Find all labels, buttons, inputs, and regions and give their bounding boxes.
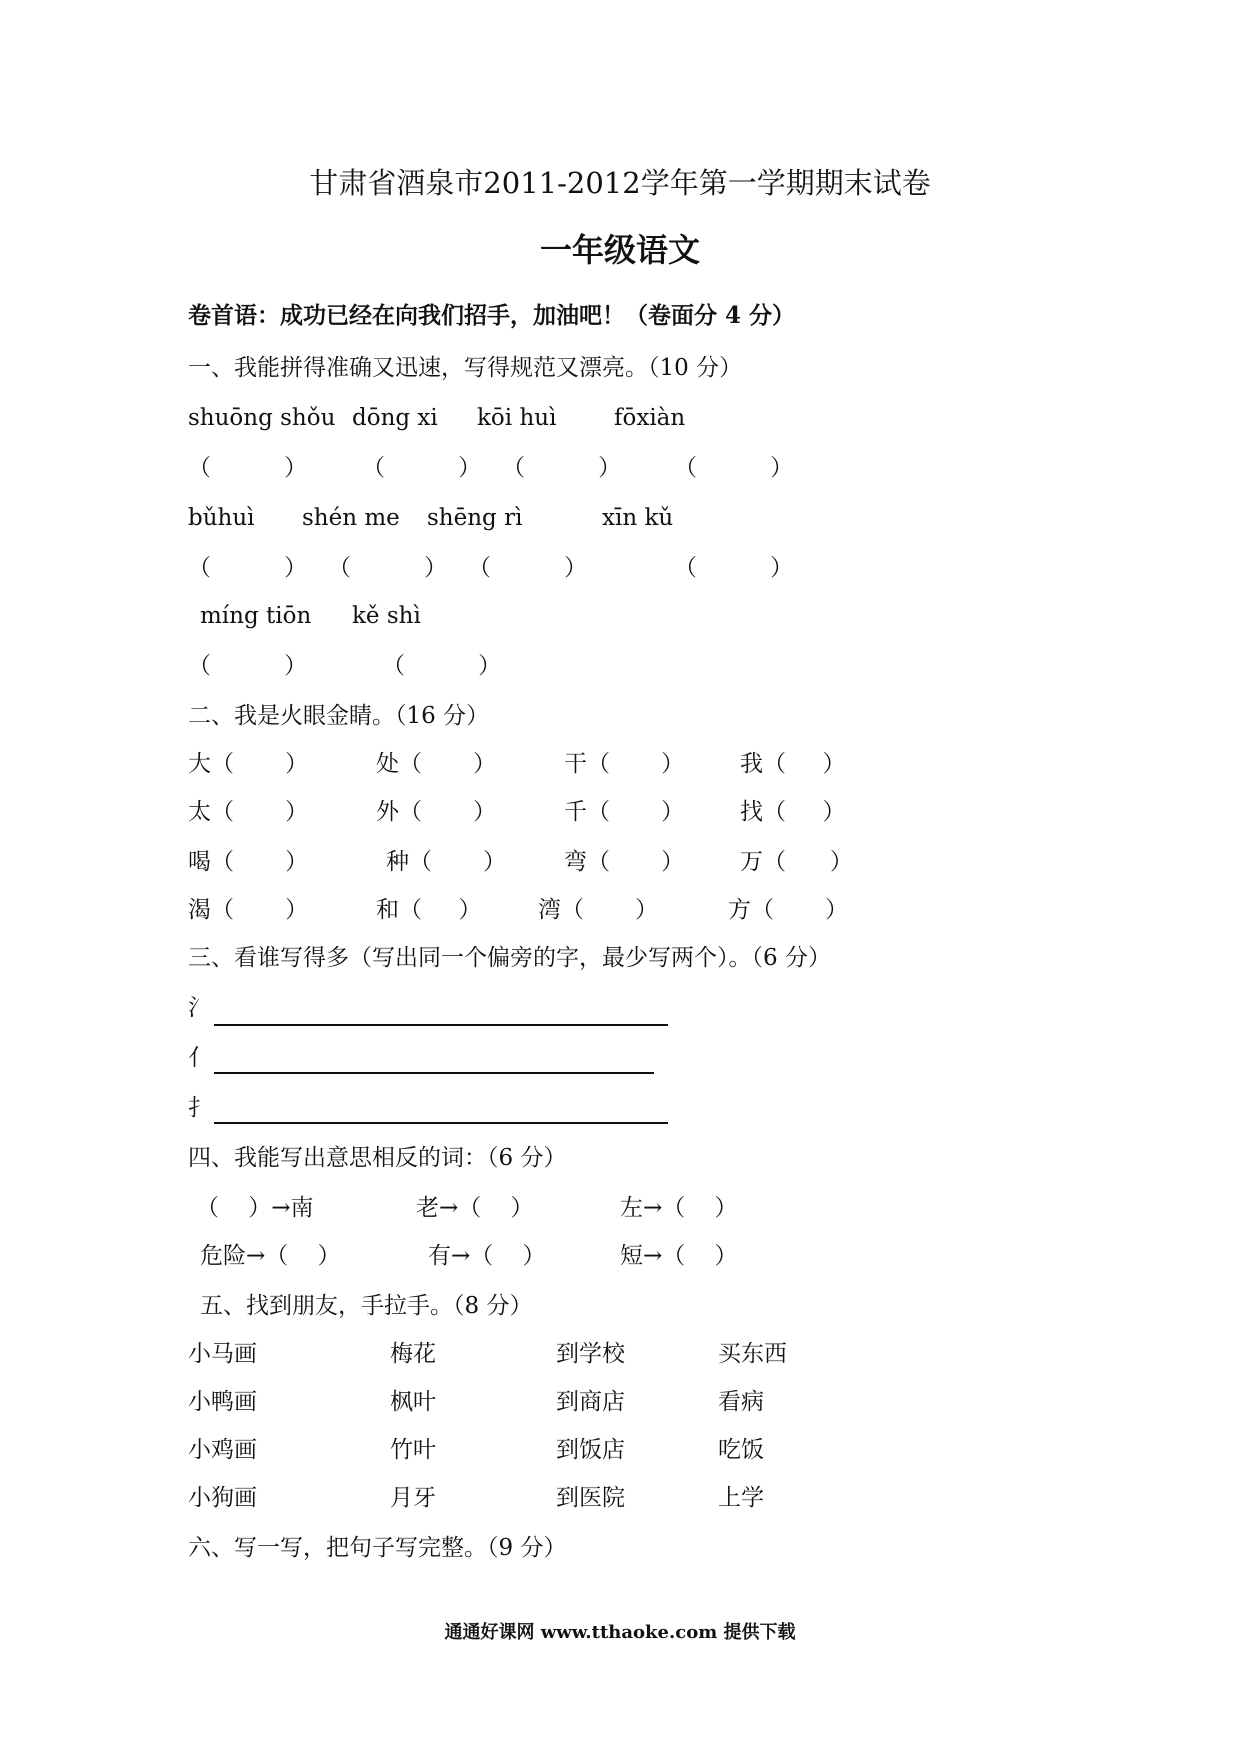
q2-char-blank[interactable]: 渴（ ） [188, 897, 309, 923]
q5-col1-item[interactable]: 小鸭画 [188, 1389, 257, 1415]
q1-pinyin: dōng xi [352, 405, 438, 431]
q1-answer-blank[interactable]: （ ） [468, 555, 588, 581]
q1-answer-blank[interactable]: （ ） [674, 455, 794, 481]
q5-col2-item[interactable]: 月牙 [390, 1485, 436, 1511]
q5-heading: 五、找到朋友，手拉手。（8 分） [200, 1293, 533, 1319]
q5-col4-item[interactable]: 买东西 [718, 1341, 787, 1367]
q5-col1-item[interactable]: 小马画 [188, 1341, 257, 1367]
q3-answer-line[interactable] [214, 1024, 668, 1026]
q1-pinyin: fōxiàn [614, 405, 686, 431]
q2-char-blank[interactable]: 弯（ ） [564, 849, 685, 875]
q5-col1-item[interactable]: 小狗画 [188, 1485, 257, 1511]
q4-antonym-item[interactable]: 左→（ ） [620, 1195, 738, 1221]
q1-pinyin: shēng rì [427, 505, 523, 531]
q4-antonym-item[interactable]: （ ）→南 [196, 1195, 314, 1221]
q2-char-blank[interactable]: 找（ ） [740, 799, 846, 825]
q2-char-blank[interactable]: 干（ ） [564, 751, 685, 777]
q1-pinyin: kōi huì [477, 405, 557, 431]
q4-heading: 四、我能写出意思相反的词：（6 分） [188, 1145, 567, 1171]
q4-antonym-item[interactable]: 危险→（ ） [200, 1243, 341, 1269]
q5-col3-item[interactable]: 到学校 [556, 1341, 625, 1367]
q3-heading: 三、看谁写得多（写出同一个偏旁的字，最少写两个）。（6 分） [188, 945, 831, 971]
q3-answer-line[interactable] [214, 1122, 668, 1124]
q2-char-blank[interactable]: 万（ ） [740, 849, 853, 875]
page-footer: 通通好课网 www.tthaoke.com 提供下载 [444, 1622, 796, 1643]
q2-char-blank[interactable]: 我（ ） [740, 751, 846, 777]
q5-col2-item[interactable]: 梅花 [390, 1341, 436, 1367]
q4-antonym-item[interactable]: 短→（ ） [620, 1243, 738, 1269]
q1-answer-blank[interactable]: （ ） [328, 555, 448, 581]
q1-pinyin: míng tiōn [200, 603, 312, 629]
q2-char-blank[interactable]: 处（ ） [376, 751, 497, 777]
exam-title: 甘肃省酒泉市2011-2012学年第一学期期末试卷 [309, 166, 931, 200]
q1-pinyin: shuōng shǒu [188, 405, 336, 431]
q6-heading: 六、写一写，把句子写完整。（9 分） [188, 1535, 567, 1561]
q3-radical: 扌 [188, 1095, 211, 1121]
q2-char-blank[interactable]: 方（ ） [728, 897, 849, 923]
exam-subtitle: 一年级语文 [539, 231, 700, 269]
q1-answer-blank[interactable]: （ ） [502, 455, 622, 481]
q2-char-blank[interactable]: 和（ ） [376, 897, 482, 923]
q2-char-blank[interactable]: 大（ ） [188, 751, 309, 777]
q1-answer-blank[interactable]: （ ） [362, 455, 482, 481]
preface: 卷首语：成功已经在向我们招手，加油吧！（卷面分 4 分） [188, 302, 796, 329]
q1-answer-blank[interactable]: （ ） [188, 455, 308, 481]
q5-col2-item[interactable]: 竹叶 [390, 1437, 436, 1463]
q2-char-blank[interactable]: 太（ ） [188, 799, 309, 825]
q4-antonym-item[interactable]: 老→（ ） [416, 1195, 534, 1221]
q5-col4-item[interactable]: 上学 [718, 1485, 764, 1511]
q1-answer-blank[interactable]: （ ） [674, 555, 794, 581]
q2-char-blank[interactable]: 千（ ） [564, 799, 685, 825]
q5-col2-item[interactable]: 枫叶 [390, 1389, 436, 1415]
q5-col3-item[interactable]: 到商店 [556, 1389, 625, 1415]
q5-col3-item[interactable]: 到医院 [556, 1485, 625, 1511]
q1-pinyin: bǔhuì [188, 505, 255, 531]
q1-pinyin: kě shì [352, 603, 421, 629]
q1-pinyin: shén me [302, 505, 400, 531]
q1-heading: 一、我能拼得准确又迅速，写得规范又漂亮。（10 分） [188, 355, 743, 381]
q1-pinyin: xīn kǔ [602, 505, 674, 531]
q5-col3-item[interactable]: 到饭店 [556, 1437, 625, 1463]
q2-char-blank[interactable]: 外（ ） [376, 799, 497, 825]
q1-answer-blank[interactable]: （ ） [188, 653, 308, 679]
q5-col4-item[interactable]: 看病 [718, 1389, 764, 1415]
q3-radical: 氵 [188, 995, 211, 1021]
q2-heading: 二、我是火眼金睛。（16 分） [188, 703, 490, 729]
q4-antonym-item[interactable]: 有→（ ） [428, 1243, 546, 1269]
q5-col4-item[interactable]: 吃饭 [718, 1437, 764, 1463]
q1-answer-blank[interactable]: （ ） [188, 555, 308, 581]
q2-char-blank[interactable]: 种（ ） [386, 849, 507, 875]
q2-char-blank[interactable]: 喝（ ） [188, 849, 309, 875]
q3-answer-line[interactable] [214, 1072, 654, 1074]
q1-answer-blank[interactable]: （ ） [382, 653, 502, 679]
q5-col1-item[interactable]: 小鸡画 [188, 1437, 257, 1463]
q2-char-blank[interactable]: 湾（ ） [538, 897, 659, 923]
q3-radical: 亻 [188, 1045, 211, 1071]
